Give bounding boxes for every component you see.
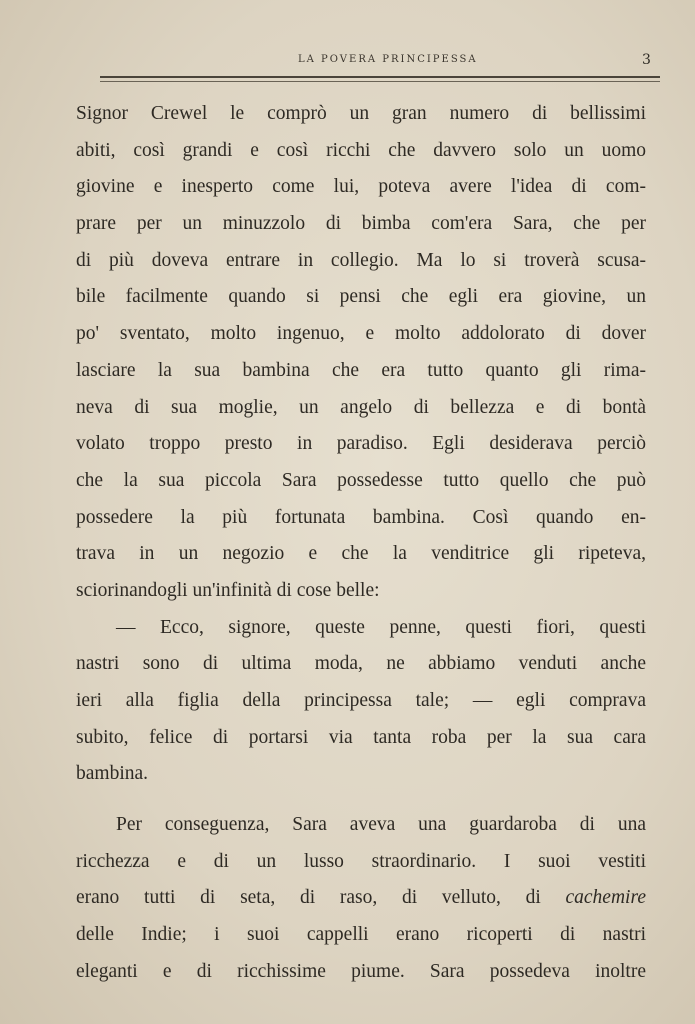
text-segment: erano tutti di seta, di raso, di velluto, di <box>76 887 566 909</box>
text-line: volato troppo presto in paradiso. Egli desiderava perciò <box>76 433 646 455</box>
text-line: eleganti e di ricchissime piume. Sara possedeva inoltre <box>76 960 646 982</box>
running-title: LA POVERA PRINCIPESSA <box>298 54 478 65</box>
text-line: ieri alla figlia della principessa tale; — egli comprava <box>76 690 646 711</box>
paragraph-3 <box>76 807 646 990</box>
text-line: giovine e inesperto come lui, poteva avere l'idea di com- <box>76 176 646 198</box>
text-line: possedere la più fortunata bambina. Così quando en- <box>76 506 646 528</box>
paragraph-gap <box>76 793 646 807</box>
text-line: trava in un negozio e che la venditrice gli ripeteva, <box>76 543 646 565</box>
text-line: che la sua piccola Sara possedesse tutto quello che può <box>76 469 646 491</box>
text-line: Signor Crewel le comprò un gran numero di bellissimi <box>76 103 646 124</box>
text-line-with-italic <box>76 880 646 917</box>
italic-word: cachemire <box>565 887 646 909</box>
text-line: neva di sua moglie, un angelo di bellezza e di bontà <box>76 396 646 418</box>
body-text <box>76 96 646 991</box>
text-line: nastri sono di ultima moda, ne abbiamo venduti anche <box>76 653 646 675</box>
text-line: sciorinandogli un'infinità di cose belle: <box>76 579 380 601</box>
text-line: lasciare la sua bambina che era tutto quanto gli rima- <box>76 359 646 381</box>
header-rule <box>100 76 660 82</box>
page-number: 3 <box>642 52 651 68</box>
text-line: bambina. <box>76 763 149 785</box>
text-line: bile facilmente quando si pensi che egli era giovine, un <box>76 286 646 308</box>
text-line: po' sventato, molto ingenuo, e molto addolorato di dover <box>76 323 646 345</box>
text-line: di più doveva entrare in collegio. Ma lo si troverà scusa- <box>76 249 646 271</box>
paragraph-1 <box>76 96 646 610</box>
text-line: — Ecco, signore, queste penne, questi fiori, questi <box>116 616 646 638</box>
paragraph-2 <box>76 610 646 793</box>
running-head <box>0 52 695 72</box>
text-line: prare per un minuzzolo di bimba com'era Sara, che per <box>76 213 646 235</box>
text-line: Per conseguenza, Sara aveva una guardaroba di una <box>116 814 646 836</box>
text-line: delle Indie; i suoi cappelli erano ricoperti di nastri <box>76 924 646 946</box>
text-line: subito, felice di portarsi via tanta roba per la sua cara <box>76 726 646 748</box>
text-line: abiti, così grandi e così ricchi che davvero solo un uomo <box>76 139 646 161</box>
text-line: ricchezza e di un lusso straordinario. I suoi vestiti <box>76 850 646 872</box>
